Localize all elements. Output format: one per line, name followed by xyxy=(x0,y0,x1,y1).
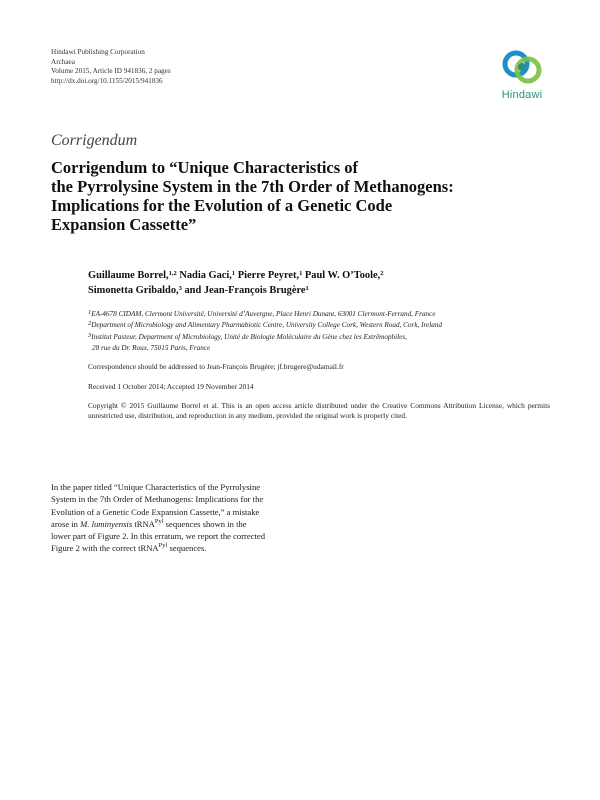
author-affil-ref: 1,2 xyxy=(168,270,177,277)
article-title xyxy=(51,158,521,234)
species-name: M. luminyensis xyxy=(80,518,133,529)
affiliation-item: $^1$EA-4678 CIDAM, Clermont Université, Université d’Auvergne, Place Henri Dunant, 63001 Clermont-Ferrand, France xyxy=(88,309,436,318)
author-name: Pierre Peyret, xyxy=(235,270,300,281)
author-affil-ref: 2 xyxy=(380,270,384,277)
journal-name: Archaea xyxy=(51,57,75,66)
correspondence: Correspondence should be addressed to Jean-François Brugère; jf.brugere@udamail.fr xyxy=(88,362,344,371)
author-affil-ref: 3 xyxy=(178,285,182,292)
author-line xyxy=(88,283,548,298)
author-name: Paul W. O’Toole, xyxy=(302,270,381,281)
volume-info: Volume 2015, Article ID 941836, 2 pages xyxy=(51,67,171,76)
title-line: the Pyrrolysine System in the 7th Order of Methanogens: xyxy=(51,177,454,196)
affiliation-item: $^2$Department of Microbiology and Alimentary Pharmabiotic Centre, University College Cork, Western Road, Cork, Ireland xyxy=(88,320,442,330)
body-paragraph xyxy=(51,481,291,555)
author-name: Nadia Gaci, xyxy=(176,270,232,281)
author-affil-ref: 1 xyxy=(299,270,303,277)
author-line xyxy=(88,268,548,283)
author-name: Simonetta Gribaldo, xyxy=(88,285,179,296)
doi-link[interactable]: http://dx.doi.org/10.1155/2015/941836 xyxy=(51,76,163,85)
title-line: Implications for the Evolution of a Genetic Code xyxy=(51,196,393,215)
body-line: In the paper titled “Unique Characteristics of the Pyrrolysine xyxy=(51,482,261,492)
affiliation-continuation: 28 rue du Dr. Roux, 75015 Paris, France xyxy=(92,344,211,353)
author-name: and Jean-François Brugère xyxy=(181,285,306,296)
author-name: Guillaume Borrel, xyxy=(88,270,169,281)
publisher-name: Hindawi Publishing Corporation xyxy=(51,48,145,56)
affiliations xyxy=(88,309,550,355)
body-line: Evolution of a Genetic Code Expansion Cassette,” a mistake xyxy=(51,506,260,517)
author-list xyxy=(88,268,548,298)
author-affil-ref: 1 xyxy=(305,285,309,292)
affiliation-item: $^3$Institut Pasteur, Department of Microbiology, Unité de Biologie Moléculaire du Gène chez les Extrêmophiles, xyxy=(88,331,407,341)
hindawi-logo-icon xyxy=(494,48,550,88)
title-line: Expansion Cassette” xyxy=(51,215,197,234)
copyright-notice: Copyright © 2015 Guillaume Borrel et al. This is an open access article distributed under the Creative Commons Attribution License, which permits unrestricted use, distribution, and reproduction in any medium, provided the original work is properly cited. xyxy=(88,401,550,420)
body-line: arose in M. luminyensis tRNA$^{Pyl}$ sequences shown in the xyxy=(51,517,247,529)
author-affil-ref: 1 xyxy=(231,270,236,277)
received-dates: Received 1 October 2014; Accepted 19 November 2014 xyxy=(88,382,254,391)
hindawi-logo xyxy=(494,48,550,106)
journal-header xyxy=(51,48,171,86)
body-line: System in the 7th Order of Methanogens: Implications for the xyxy=(51,494,264,505)
title-line: Corrigendum to “Unique Characteristics of xyxy=(51,158,359,177)
body-line: Figure 2 with the correct tRNA$^{Pyl}$ sequences. xyxy=(51,542,207,554)
article-type: Corrigendum xyxy=(51,132,138,149)
body-line: lower part of Figure 2. In this erratum, we report the corrected xyxy=(51,531,266,542)
logo-text: Hindawi xyxy=(501,89,543,101)
